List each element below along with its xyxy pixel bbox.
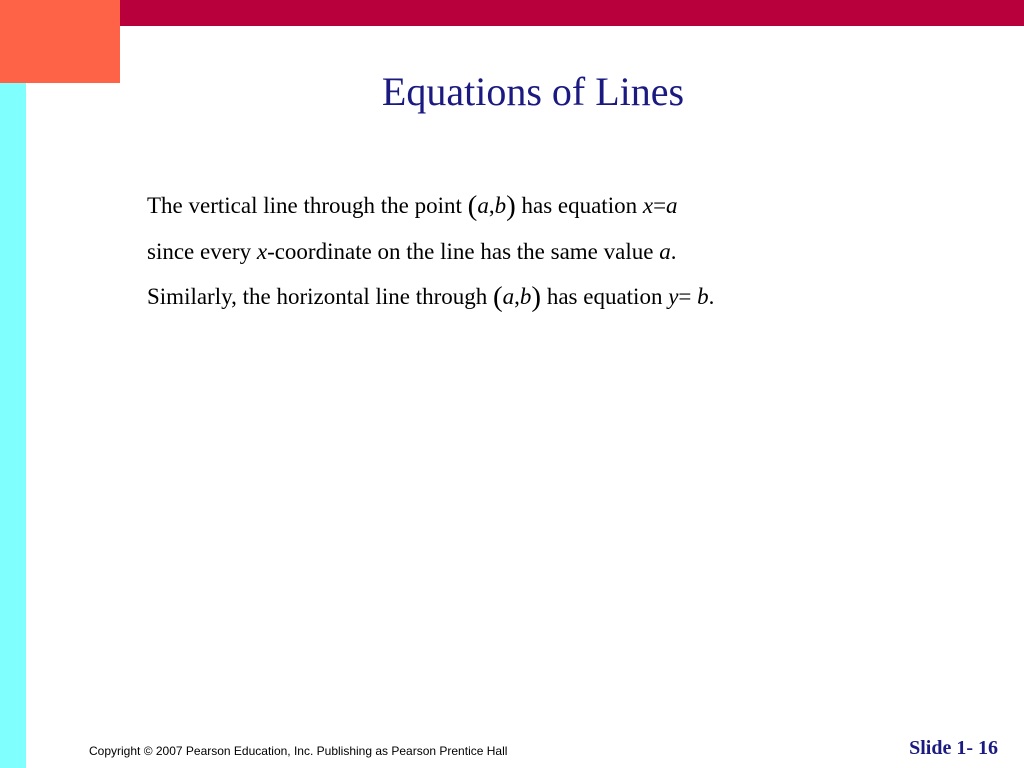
body-line-2 [147, 232, 987, 278]
math-var-x: x [642, 193, 654, 218]
math-var-b: b [494, 193, 507, 218]
math-var-a: a [666, 193, 678, 218]
text-segment: has equation [515, 193, 643, 218]
equals-sign: = [653, 193, 667, 218]
side-accent-bar [0, 83, 26, 768]
text-segment: Similarly, the horizontal line through [147, 284, 493, 309]
comma: , [488, 193, 495, 218]
body-line-1 [147, 186, 987, 232]
slide-title: Equations of Lines [381, 69, 685, 114]
slide-number: Slide 1- 16 [909, 737, 998, 759]
copyright-notice: Copyright © 2007 Pearson Education, Inc. Publishing as Pearson Prentice Hall [89, 744, 508, 758]
text-segment: has equation [541, 284, 669, 309]
period: . [670, 238, 677, 264]
text-segment: The vertical line through the point [147, 193, 468, 218]
math-var-a: a [477, 193, 489, 218]
body-line-3 [147, 277, 987, 323]
period: . [708, 284, 715, 309]
close-paren: ) [506, 190, 516, 222]
math-var-b: b [697, 284, 709, 309]
close-paren: ) [531, 281, 542, 313]
text-segment: -coordinate on the line has the same value [267, 238, 660, 264]
math-var-x: x [256, 238, 268, 264]
math-var-b: b [519, 284, 532, 309]
open-paren: ( [493, 281, 503, 313]
slide-body [147, 186, 987, 323]
math-var-a: a [659, 238, 671, 264]
math-var-y: y [668, 284, 679, 309]
open-paren: ( [467, 190, 478, 222]
top-accent-bar [120, 0, 1024, 26]
equals-sign: = [678, 284, 698, 309]
text-segment: since every [147, 238, 257, 264]
comma: , [514, 284, 520, 309]
math-var-a: a [502, 284, 515, 309]
